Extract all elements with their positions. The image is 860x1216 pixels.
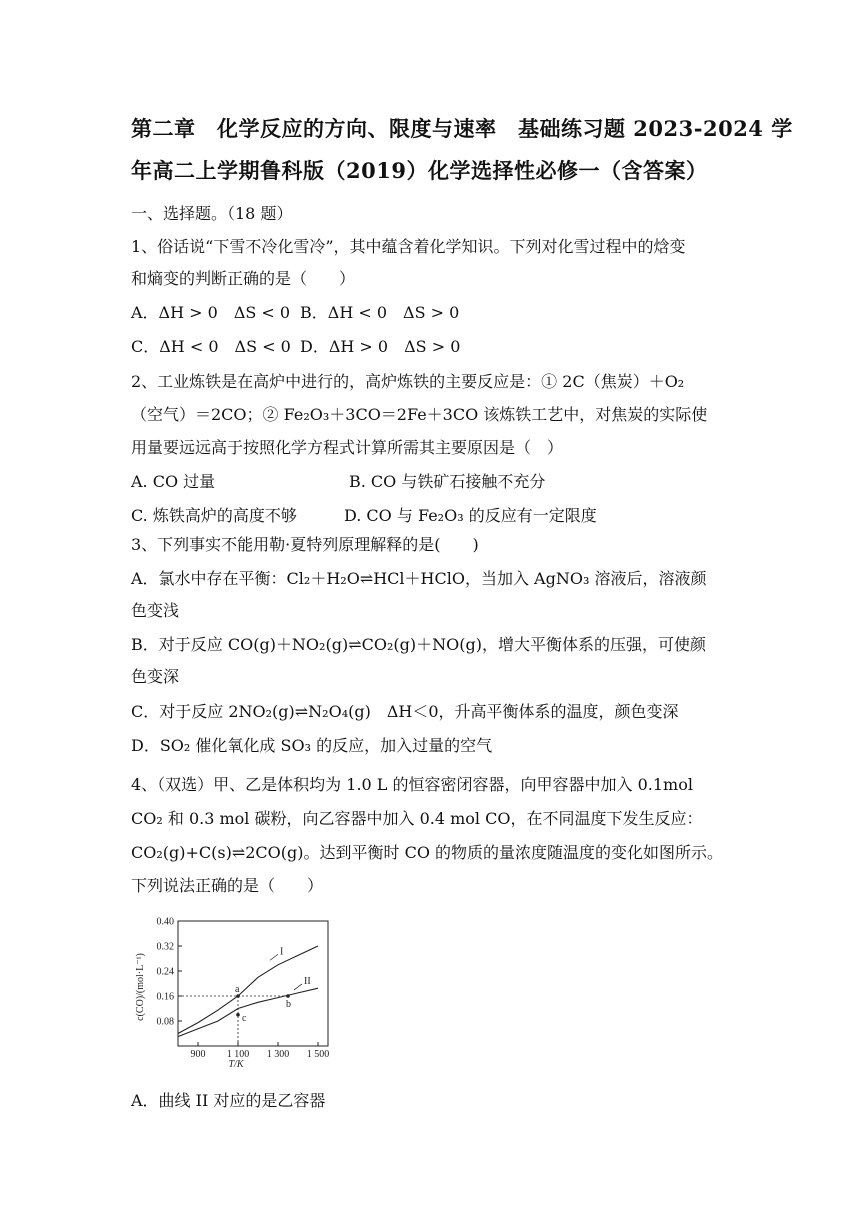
y-tick-label: 0.24 xyxy=(156,966,174,978)
q2-stem-line-3: 用量要远远高于按照化学方程式计算所需其主要原因是（ ） xyxy=(131,438,564,457)
y-tick-label: 0.40 xyxy=(156,916,174,928)
point-label-c: c xyxy=(242,1012,247,1024)
point-c xyxy=(236,1013,240,1017)
q1-option-c: C．ΔH < 0 ΔS < 0 xyxy=(131,337,291,356)
q2-option-a: A. CO 过量 xyxy=(131,472,216,491)
q4-stem-line-3: CO₂(g)+C(s)⇌2CO(g)。达到平衡时 CO 的物质的量浓度随温度的变化如图所示。 xyxy=(131,843,724,862)
q3-stem: 3、下列事实不能用勒·夏特列原理解释的是( ) xyxy=(131,535,479,554)
y-axis-label: c(CO)/(mol·L⁻¹) xyxy=(135,953,146,1021)
q2-stem-line-1: 2、工业炼铁是在高炉中进行的，高炉炼铁的主要反应是：① 2C（焦炭）＋O₂ xyxy=(131,372,685,391)
q2-option-d: D. CO 与 Fe₂O₃ 的反应有一定限度 xyxy=(344,506,597,525)
series-label-leader xyxy=(270,954,278,960)
q4-option-a: A．曲线 II 对应的是乙容器 xyxy=(131,1091,326,1110)
q1-stem-line-1: 1、俗话说“下雪不冷化雪冷”，其中蕴含着化学知识。下列对化雪过程中的焓变 xyxy=(131,237,686,256)
q4-stem-line-4: 下列说法正确的是（ ） xyxy=(131,876,324,895)
q3-option-d: D．SO₂ 催化氧化成 SO₃ 的反应，加入过量的空气 xyxy=(131,736,493,755)
q3-option-a-line-1: A．氯水中存在平衡：Cl₂＋H₂O⇌HCl＋HClO，当加入 AgNO₃ 溶液后，溶液颜 xyxy=(131,569,707,588)
point-label-a: a xyxy=(235,984,240,995)
series-label-I: I xyxy=(280,946,284,958)
y-tick-label: 0.08 xyxy=(156,1016,174,1028)
q1-option-a: A．ΔH > 0 ΔS < 0 xyxy=(131,303,291,322)
q3-option-c: C．对于反应 2NO₂(g)⇌N₂O₄(g) ΔH＜0，升高平衡体系的温度，颜色变深 xyxy=(131,702,679,721)
q3-option-a-line-2: 色变浅 xyxy=(131,601,180,620)
q4-stem-line-1: 4、（双选）甲、乙是体积均为 1.0 L 的恒容密闭容器，向甲容器中加入 0.1mol xyxy=(131,775,693,794)
q3-option-b-line-1: B．对于反应 CO(g)＋NO₂(g)⇌CO₂(g)＋NO(g)，增大平衡体系的压强，可使颜 xyxy=(131,635,706,654)
x-tick-label: 1 300 xyxy=(266,1049,290,1060)
point-label-b: b xyxy=(286,999,291,1010)
series-label-II: II xyxy=(304,975,311,987)
q2-option-b: B. CO 与铁矿石接触不充分 xyxy=(349,472,546,491)
q1-option-b: B．ΔH < 0 ΔS > 0 xyxy=(300,303,460,322)
x-tick-label: 1 500 xyxy=(306,1049,330,1060)
document-title-line-2: 年高二上学期鲁科版（2019）化学选择性必修一（含答案） xyxy=(131,158,708,183)
q1-stem-line-2: 和熵变的判断正确的是（ ） xyxy=(131,269,356,288)
x-tick-label: 900 xyxy=(190,1049,206,1060)
y-tick-label: 0.32 xyxy=(156,941,174,953)
y-tick-label: 0.16 xyxy=(156,991,174,1003)
q3-option-b-line-2: 色变深 xyxy=(131,667,180,686)
co-concentration-chart xyxy=(128,912,338,1072)
series-line-II xyxy=(178,988,318,1036)
q2-stem-line-2: （空气）＝2CO；② Fe₂O₃＋3CO＝2Fe＋3CO 该炼铁工艺中，对焦炭的实际使 xyxy=(131,405,708,424)
q1-option-d: D．ΔH > 0 ΔS > 0 xyxy=(300,337,461,356)
point-b xyxy=(286,994,290,998)
x-tick-label: 1 100 xyxy=(226,1049,250,1060)
q2-option-c: C. 炼铁高炉的高度不够 xyxy=(131,506,297,525)
series-label-leader xyxy=(294,984,302,990)
series-line-I xyxy=(178,946,318,1034)
document-title-line-1: 第二章 化学反应的方向、限度与速率 基础练习题 2023-2024 学 xyxy=(131,116,793,141)
x-axis-label: T/K xyxy=(228,1059,244,1070)
q4-stem-line-2: CO₂ 和 0.3 mol 碳粉，向乙容器中加入 0.4 mol CO，在不同温度下发生反应： xyxy=(131,809,703,828)
section-heading: 一、选择题。（18 题） xyxy=(131,204,293,223)
